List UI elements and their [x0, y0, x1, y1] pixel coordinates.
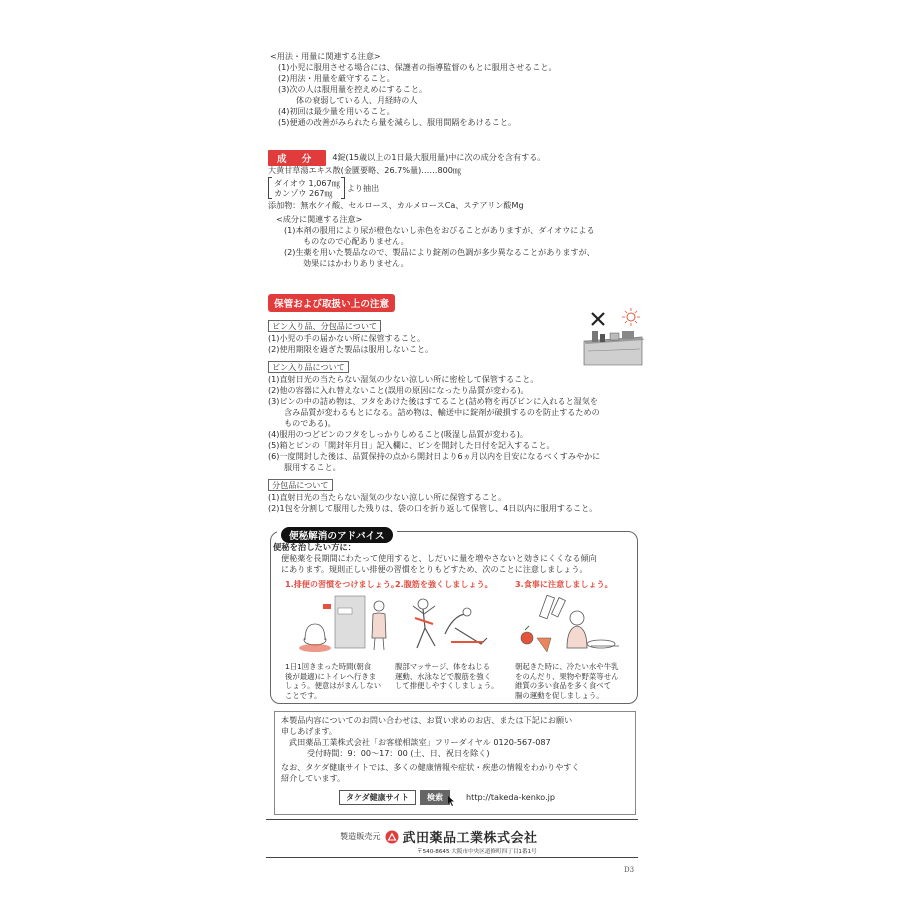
tag-packet: 分包品について: [268, 479, 333, 491]
sun-icon: [622, 308, 640, 326]
storage-badge: 保管および取扱い上の注意: [268, 294, 395, 312]
cursor-icon: [448, 796, 456, 806]
divider: [266, 857, 638, 858]
bracket-right: [341, 177, 345, 199]
bottle-line: (1)直射日光の当たらない湿気の少ない涼しい所に密栓して保管すること。: [268, 374, 539, 384]
tip-text: 運動、水泳などで腹筋を強く: [395, 671, 492, 681]
shelf-with-bottles-icon: [584, 331, 644, 365]
manufacturer: [340, 827, 538, 846]
no-sunlight-illustration: [582, 307, 646, 367]
ingredient-note: (1)本剤の服用により尿が橙色ないし赤色をおびることがありますが、ダイオウによる: [284, 225, 595, 235]
ingredient-note: ものなので心配ありません。: [303, 236, 409, 246]
tip-text: 1日1回きまった時間(朝食: [285, 662, 372, 671]
search-row: [281, 788, 635, 806]
ingredient-note: (2)生薬を用いた製品なので、製品により錠剤の色調が多少異なることがありますが、: [284, 247, 595, 257]
advice-title: [277, 524, 397, 543]
bottle-line: 含み品質が変わるもとになる。詰め物は、輸送中に錠剤が破損するのを防止するための: [284, 407, 600, 417]
ingredients-section: [268, 150, 638, 269]
manufacturer-address: 〒540-8645 大阪市中央区道修町四丁目1番1号: [417, 849, 537, 855]
contact-text: 申しあげます。: [281, 726, 338, 736]
tip-title: 1.排便の習慣をつけましょう。: [285, 579, 399, 589]
storage-section: [268, 292, 644, 514]
tip-text: 腸の運動を促しましょう。: [515, 690, 604, 700]
ingredients-intro: 4錠(15歳以上の1日最大服用量)中に次の成分を含有する。: [332, 152, 546, 162]
usage-line: (5)便通の改善がみられたら量を減らし、服用間隔をあけること。: [278, 117, 517, 127]
advice-subhead: 便秘を治したい方に：: [273, 542, 356, 552]
packet-line: (2)1包を分割して服用した残りは、袋の口を折り返して保管し、4日以内に服用すること。: [268, 503, 598, 513]
advice-intro: にあります。規則正しい排便の習慣をとりもどすため、次のことに注意しましょう。: [281, 564, 588, 574]
usage-line: 体の衰弱している人、月経時の人: [296, 95, 418, 105]
tip-text: しょう。便意はがまんしない: [285, 681, 382, 690]
contact-hotline: 武田薬品工業株式会社「お客様相談室」フリーダイヤル 0120-567-087: [289, 737, 551, 747]
divider: [266, 819, 638, 820]
usage-line: (1)小児に服用させる場合には、保護者の指導監督のもとに服用させること。: [278, 62, 557, 72]
website-url[interactable]: http://takeda-kenko.jp: [466, 792, 556, 802]
usage-heading: <用法・用量に関連する注意>: [270, 51, 381, 61]
herb-group: [268, 177, 638, 199]
bottle-line: (6)一度開封した後は、品質保持の点から開封日より6ヵ月以内を目安になるべくすみやかに: [268, 451, 601, 461]
bracket-left: [268, 177, 272, 199]
contact-box: [274, 711, 636, 815]
tip-text: 維質の多い食品を多く食べて: [515, 681, 612, 690]
ingredient-notes-heading: <成分に関連する注意>: [276, 214, 363, 224]
ingredients-main: 大黄甘草湯エキス散(金匱要略、26.7%量)……800㎎: [268, 165, 462, 175]
document-code: D3: [624, 866, 635, 874]
tip-text: 朝起きた時に、冷たい水や牛乳: [515, 662, 619, 671]
exercise-illustration: [395, 594, 505, 654]
contact-text: 本製品内容についてのお問い合わせは、お買い求めのお店、または下記にお願い: [281, 715, 573, 725]
tip-bowel-habit: [285, 579, 401, 700]
additives: 添加物：無水ケイ酸、セルロース、カルメロースCa、ステアリン酸Mg: [268, 200, 524, 210]
search-input[interactable]: タケダ健康サイト: [339, 790, 416, 805]
tip-diet: [515, 579, 631, 700]
bottle-line: (2)他の容器に入れ替えないこと(誤用の原因になったり品質が変わる)。: [268, 385, 529, 395]
constipation-advice-box: [270, 531, 638, 704]
advice-title-label: 便秘解消のアドバイス: [281, 527, 393, 543]
extract-note: より抽出: [346, 182, 380, 193]
herb-kanzo: カンゾウ 267㎎: [274, 188, 333, 198]
toilet-illustration: [285, 594, 395, 654]
bottle-line: (3)ビンの中の詰め物は、フタをあけた後はすてること(詰め物を再びビンに入れると湿気を: [268, 396, 598, 406]
usage-line: (4)初回は最少量を用いること。: [278, 106, 395, 116]
ingredient-note: 効果にはかわりありません。: [303, 258, 409, 268]
manufacturer-name: 武田薬品工業株式会社: [402, 831, 538, 846]
tip-abdominal-muscles: [395, 579, 511, 691]
search-button[interactable]: 検索: [420, 790, 450, 805]
contact-text: なお、タケダ健康サイトでは、多くの健康情報や症状・疾患の情報をわかりやすく: [281, 762, 580, 772]
bottle-line: (5)箱とビンの「開封年月日」記入欄に、ビンを開封した日付を記入すること。: [268, 440, 555, 450]
manufacturer-label: 製造販売元: [340, 831, 381, 841]
tip-title: 2.腹筋を強くしましょう。: [395, 579, 493, 589]
storage-line: (1)小児の手の届かない所に保管すること。: [268, 333, 426, 343]
usage-line: (3)次の人は服用量を控えめにすること。: [278, 84, 428, 94]
bottle-line: (4)服用のつどビンのフタをしっかりしめること(吸湿し品質が変わる)。: [268, 429, 529, 439]
tag-bottle: ビン入り品について: [268, 361, 349, 373]
herb-daio: ダイオウ 1,067㎎: [274, 178, 340, 188]
tag-bottle-and-packet: ビン入り品、分包品について: [268, 320, 381, 332]
ingredients-badge: 成 分: [268, 150, 326, 166]
food-illustration: [515, 594, 625, 654]
contact-hours: 受付時間：9：00～17：00 (土、日、祝日を除く): [307, 748, 490, 758]
usage-notes: [270, 51, 640, 128]
package-insert: [262, 0, 638, 900]
tip-text: 後が最適)にトイレへ行きま: [285, 671, 377, 681]
bottle-line: 服用すること。: [284, 462, 341, 472]
packet-line: (1)直射日光の当たらない湿気の少ない涼しい所に保管すること。: [268, 492, 507, 502]
cross-icon: [592, 313, 604, 325]
tip-text: ことです。: [285, 690, 322, 700]
bottle-line: ものである)。: [284, 418, 336, 428]
tip-text: 腹部マッサージ、体をねじる: [395, 662, 491, 671]
tip-text: をのんだり、果物や野菜等せん: [515, 671, 619, 681]
usage-line: (2)用法・用量を厳守すること。: [278, 73, 395, 83]
tip-title: 3.食事に注意しましょう。: [515, 579, 613, 589]
takeda-logo-icon: [385, 830, 399, 844]
tip-text: して排便しやすくしましょう。: [395, 681, 499, 690]
advice-intro: 便秘薬を長期間にわたって使用すると、しだいに量を増やさないと効きにくくなる傾向: [281, 553, 597, 563]
contact-text: 紹介しています。: [281, 773, 346, 783]
storage-line: (2)使用期限を過ぎた製品は服用しないこと。: [268, 344, 434, 354]
